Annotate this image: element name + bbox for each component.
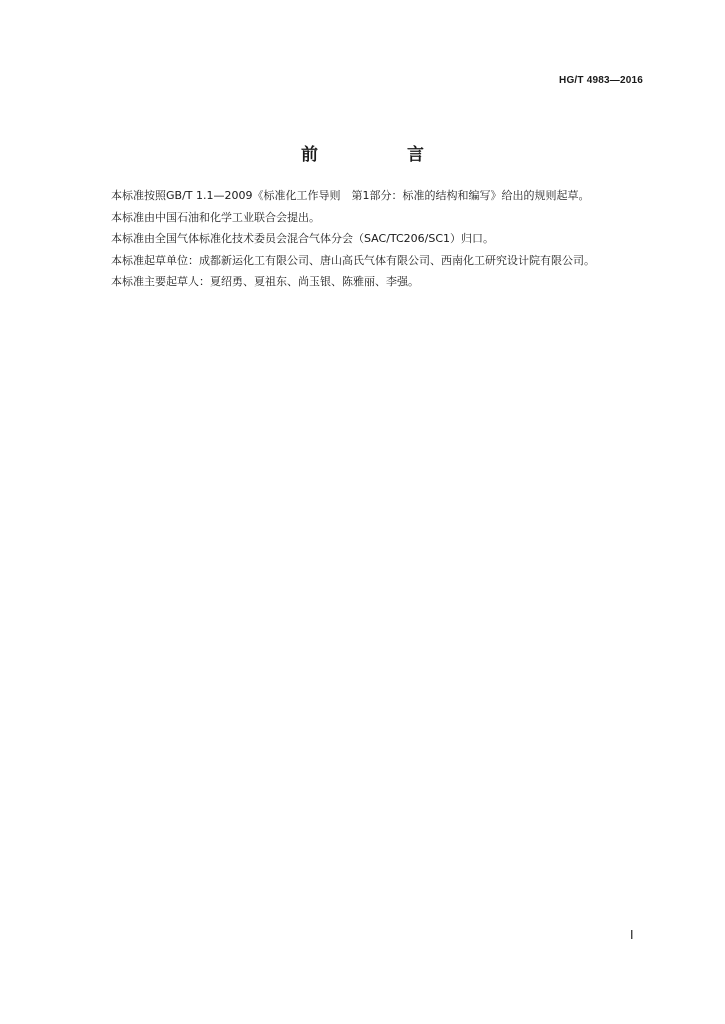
- standard-code: HG/T 4983—2016: [559, 75, 643, 86]
- paragraph-drafters: 本标准主要起草人：夏绍勇、夏祖东、尚玉银、陈雅丽、李强。: [111, 275, 419, 288]
- paragraph-drafting-units: 本标准起草单位：成都新运化工有限公司、唐山高氏气体有限公司、西南化工研究设计院有限公司。: [111, 253, 595, 267]
- foreword-body: [85, 185, 647, 293]
- page-number: Ⅰ: [630, 928, 634, 942]
- page-title: 前 言: [301, 145, 460, 165]
- paragraph-responsible-committee: 本标准由全国气体标准化技术委员会混合气体分会（SAC/TC206/SC1）归口。: [111, 232, 495, 245]
- paragraph-proposer: 本标准由中国石油和化学工业联合会提出。: [111, 210, 320, 224]
- paragraph-drafting-rules: 本标准按照GB/T 1.1—2009《标准化工作导则 第1部分：标准的结构和编写》给出的规则起草。: [111, 189, 590, 202]
